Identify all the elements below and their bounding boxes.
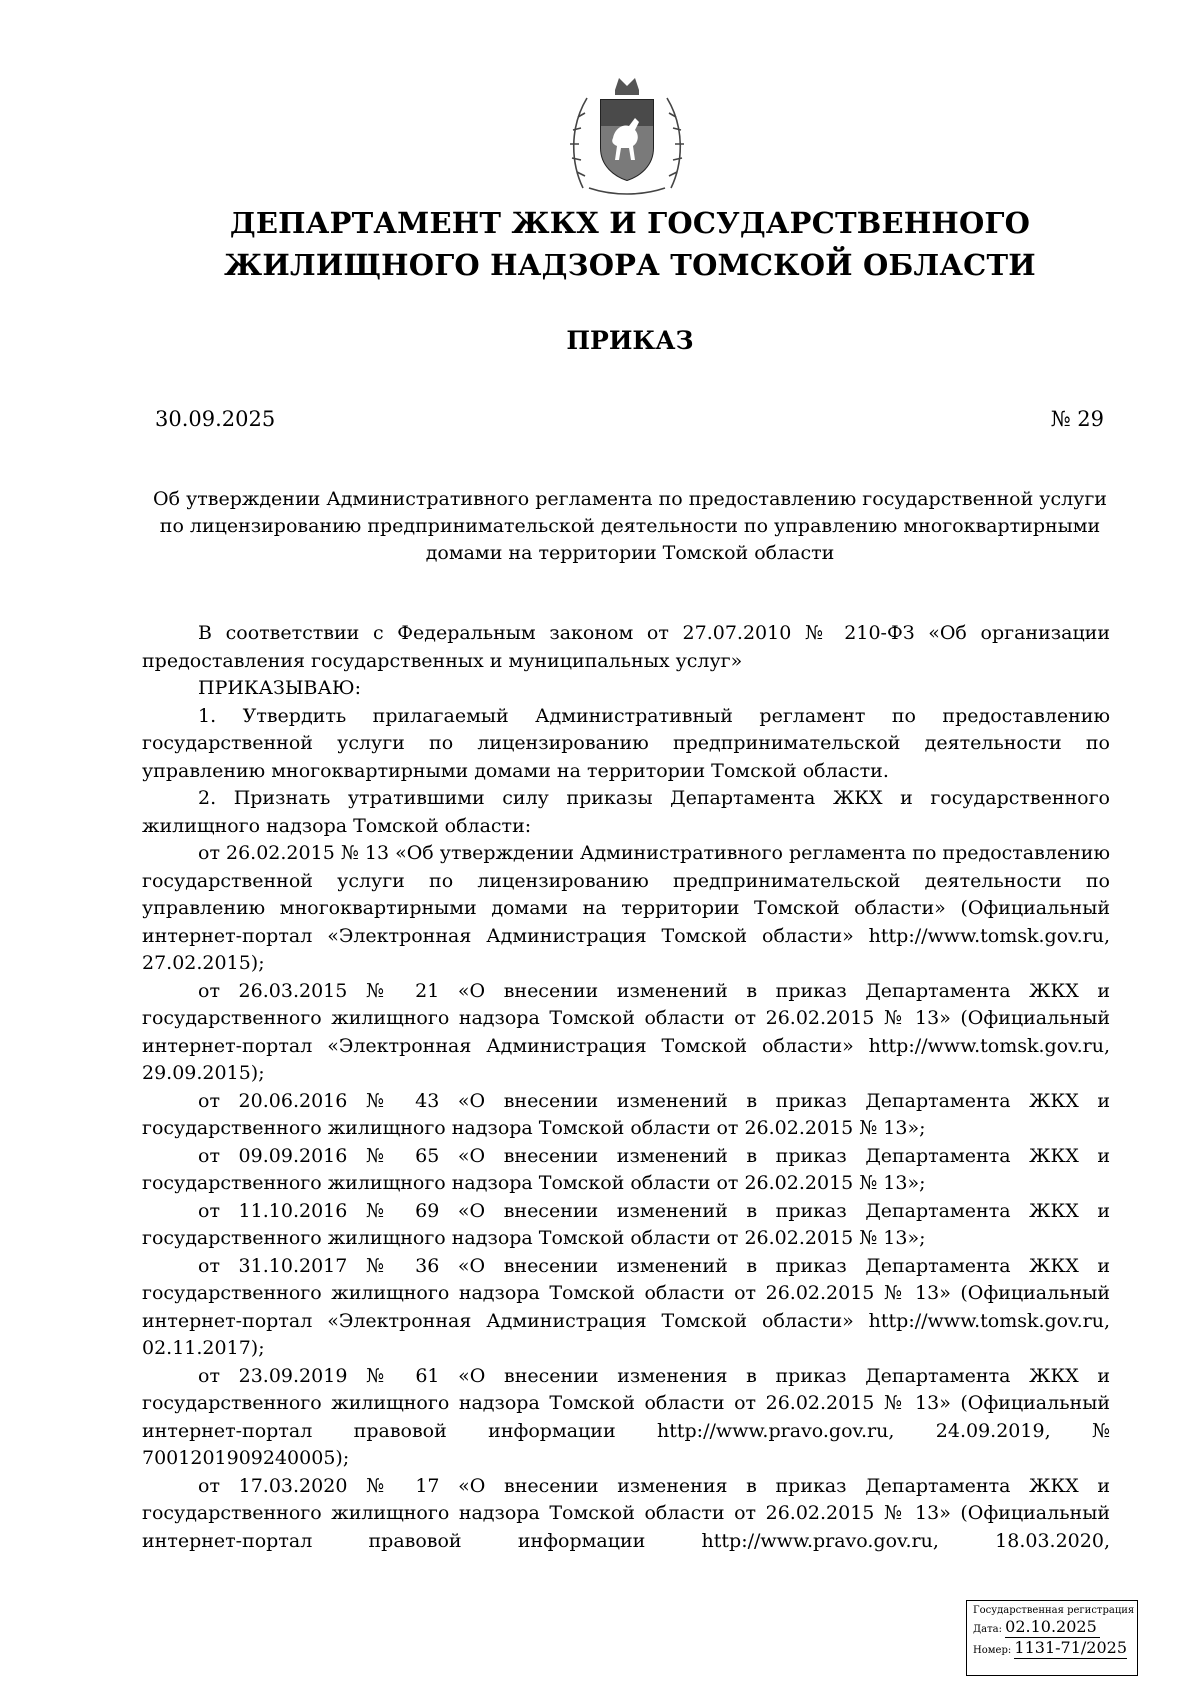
- repealed-order-paragraph: от 09.09.2016 № 65 «О внесении изменений в приказ Департамента ЖКХ и государственного жилищного надзора Томской области от 26.02.2015 № 13»;: [142, 1144, 1110, 1194]
- document-type: ПРИКАЗ: [566, 326, 694, 355]
- department-name: ДЕПАРТАМЕНТ ЖКХ И ГОСУДАРСТВЕННОГО ЖИЛИЩНОГО НАДЗОРА ТОМСКОЙ ОБЛАСТИ: [224, 206, 1036, 282]
- item-2-paragraph: 2. Признать утратившими силу приказы Департамента ЖКХ и государственного жилищного надзора Томской области:: [142, 787, 1110, 837]
- repealed-order-paragraph: от 31.10.2017 № 36 «О внесении изменений в приказ Департамента ЖКХ и государственного жилищного надзора Томской области от 26.02.2015 № 13» (Официальный интернет-портал «Электронная Администрация Томской области» http://www.tomsk.gov.ru, 02.11.2017);: [142, 1254, 1110, 1359]
- repealed-order-paragraph: от 20.06.2016 № 43 «О внесении изменений в приказ Департамента ЖКХ и государственного жилищного надзора Томской области от 26.02.2015 № 13»;: [142, 1089, 1110, 1139]
- order-number: № 29: [1050, 407, 1104, 431]
- registration-stamp: [966, 1600, 1138, 1676]
- order-subject: Об утверждении Административного регламента по предоставлению государственной услуги по лицензированию предпринимательской деятельности по управлению многоквартирными домами на территории Томской области: [153, 488, 1107, 564]
- repealed-order-paragraph: от 11.10.2016 № 69 «О внесении изменений в приказ Департамента ЖКХ и государственного жилищного надзора Томской области от 26.02.2015 № 13»;: [142, 1199, 1110, 1249]
- preamble-paragraph: В соответствии с Федеральным законом от 27.07.2010 № 210-ФЗ «Об организации предоставления государственных и муниципальных услуг»: [142, 622, 1110, 672]
- order-word: ПРИКАЗЫВАЮ:: [198, 677, 361, 699]
- coat-of-arms-icon: [563, 68, 691, 198]
- stamp-title: Государственная регистрация: [973, 1605, 1135, 1616]
- order-body: [142, 620, 1110, 1555]
- repealed-order-paragraph: от 26.03.2015 № 21 «О внесении изменений в приказ Департамента ЖКХ и государственного жилищного надзора Томской области от 26.02.2015 № 13» (Официальный интернет-портал «Электронная Администрация Томской области» http://www.tomsk.gov.ru, 29.09.2015);: [142, 979, 1110, 1084]
- stamp-date-value: 02.10.2025: [1005, 1617, 1100, 1638]
- stamp-number-label: Номер:: [973, 1645, 1012, 1656]
- order-date: 30.09.2025: [155, 407, 276, 431]
- repealed-order-paragraph: от 23.09.2019 № 61 «О внесении изменения в приказ Департамента ЖКХ и государственного жилищного надзора Томской области от 26.02.2015 № 13» (Официальный интернет-портал правовой информации http://www.pravo.gov.ru, 24.09.2019, № 7001201909240005);: [142, 1364, 1110, 1469]
- repealed-order-paragraph: от 17.03.2020 № 17 «О внесении изменения в приказ Департамента ЖКХ и государственного жилищного надзора Томской области от 26.02.2015 № 13» (Официальный интернет-портал правовой информации http://www.pravo.gov.ru, 18.03.2020,: [142, 1474, 1110, 1552]
- stamp-number-value: 1131-71/2025: [1014, 1638, 1127, 1657]
- item-1-paragraph: 1. Утвердить прилагаемый Административный регламент по предоставлению государственной услуги по лицензированию предпринимательской деятельности по управлению многоквартирными домами на территории Томской области.: [142, 704, 1110, 782]
- repealed-order-paragraph: от 26.02.2015 № 13 «Об утверждении Административного регламента по предоставлению государственной услуги по лицензированию предпринимательской деятельности по управлению многоквартирными домами на территории Томской области» (Официальный интернет-портал «Электронная Администрация Томской области» http://www.tomsk.gov.ru, 27.02.2015);: [142, 842, 1110, 974]
- stamp-date-label: Дата:: [973, 1624, 1002, 1635]
